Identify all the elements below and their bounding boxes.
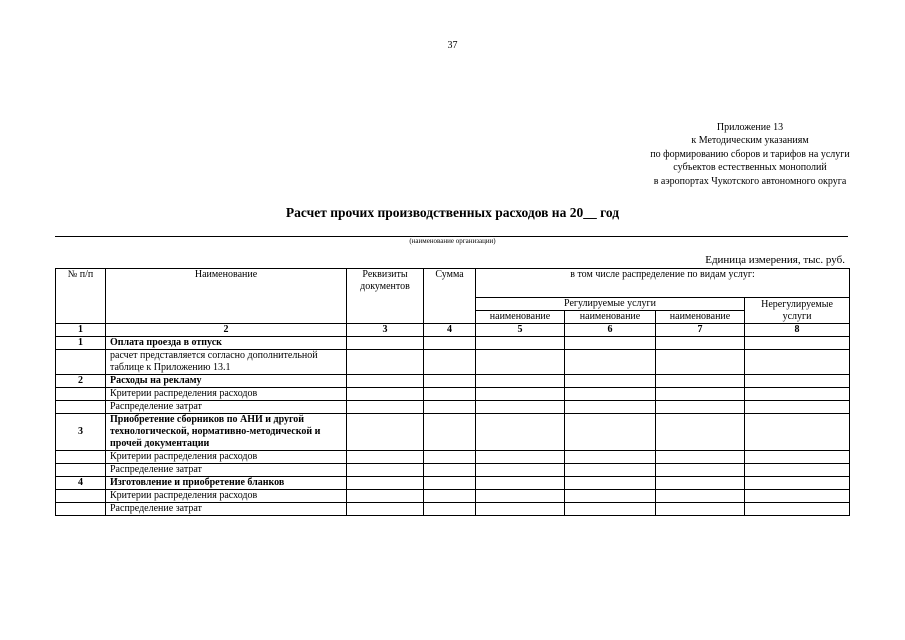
header-name: Наименование <box>106 269 347 324</box>
empty-cell <box>656 477 745 490</box>
empty-cell <box>745 490 850 503</box>
row-name: Расходы на рекламу <box>106 375 347 388</box>
empty-cell <box>745 464 850 477</box>
column-number: 5 <box>476 324 565 337</box>
empty-cell <box>347 477 424 490</box>
empty-cell <box>347 451 424 464</box>
document-title: Расчет прочих производственных расходов на 20__ год <box>285 205 620 220</box>
empty-cell <box>476 477 565 490</box>
column-number-row <box>56 324 850 337</box>
row-name: Критерии распределения расходов <box>106 490 347 503</box>
header-row <box>56 269 850 298</box>
empty-cell <box>656 464 745 477</box>
empty-cell <box>656 388 745 401</box>
header-regulated: Регулируемые услуги <box>476 298 745 311</box>
row-name: Изготовление и приобретение бланков <box>106 477 347 490</box>
column-number: 4 <box>424 324 476 337</box>
empty-cell <box>656 414 745 451</box>
empty-cell <box>565 464 656 477</box>
empty-cell <box>476 337 565 350</box>
empty-cell <box>424 375 476 388</box>
unit-label: Единица измерения, тыс. руб. <box>705 254 845 266</box>
empty-cell <box>745 350 850 375</box>
empty-cell <box>745 375 850 388</box>
row-number: 2 <box>56 375 106 388</box>
empty-cell <box>745 477 850 490</box>
row-name: Распределение затрат <box>106 503 347 516</box>
empty-cell <box>347 388 424 401</box>
empty-cell <box>476 414 565 451</box>
organization-caption: (наименование организации) <box>409 237 496 245</box>
table-row <box>56 375 850 388</box>
appendix-line: субъектов естественных монополий <box>673 162 827 174</box>
table-row <box>56 388 850 401</box>
empty-cell <box>347 337 424 350</box>
row-name: расчет представляется согласно дополнительной таблице к Приложению 13.1 <box>106 350 347 375</box>
row-number <box>56 388 106 401</box>
empty-cell <box>565 414 656 451</box>
empty-cell <box>476 350 565 375</box>
table-row <box>56 503 850 516</box>
empty-cell <box>745 503 850 516</box>
empty-cell <box>424 337 476 350</box>
empty-cell <box>347 414 424 451</box>
empty-cell <box>347 350 424 375</box>
header-num: № п/п <box>56 269 106 324</box>
empty-cell <box>656 401 745 414</box>
expenses-table <box>55 268 850 516</box>
header-sub-7: наименование <box>656 311 745 324</box>
empty-cell <box>745 414 850 451</box>
empty-cell <box>424 414 476 451</box>
table-row <box>56 350 850 375</box>
header-sub-5: наименование <box>476 311 565 324</box>
empty-cell <box>424 388 476 401</box>
empty-cell <box>347 464 424 477</box>
empty-cell <box>424 477 476 490</box>
empty-cell <box>476 490 565 503</box>
row-name: Распределение затрат <box>106 401 347 414</box>
column-number: 8 <box>745 324 850 337</box>
header-unregulated: Нерегулируемые услуги <box>745 298 850 324</box>
row-number <box>56 464 106 477</box>
empty-cell <box>745 337 850 350</box>
empty-cell <box>476 464 565 477</box>
row-name: Распределение затрат <box>106 464 347 477</box>
empty-cell <box>424 503 476 516</box>
empty-cell <box>565 388 656 401</box>
row-number: 1 <box>56 337 106 350</box>
empty-cell <box>347 503 424 516</box>
row-name: Критерии распределения расходов <box>106 451 347 464</box>
column-number: 2 <box>106 324 347 337</box>
empty-cell <box>565 375 656 388</box>
appendix-line: к Методическим указаниям <box>691 135 809 147</box>
header-sum: Сумма <box>424 269 476 324</box>
empty-cell <box>745 451 850 464</box>
empty-cell <box>347 490 424 503</box>
appendix-line: по формированию сборов и тарифов на услуги <box>650 148 850 160</box>
column-number: 3 <box>347 324 424 337</box>
page-number: 37 <box>447 40 458 51</box>
empty-cell <box>656 350 745 375</box>
empty-cell <box>565 350 656 375</box>
empty-cell <box>565 490 656 503</box>
empty-cell <box>656 451 745 464</box>
row-name: Критерии распределения расходов <box>106 388 347 401</box>
table-row <box>56 401 850 414</box>
empty-cell <box>565 451 656 464</box>
column-number: 1 <box>56 324 106 337</box>
empty-cell <box>745 401 850 414</box>
empty-cell <box>424 451 476 464</box>
empty-cell <box>565 401 656 414</box>
header-requisites: Реквизиты документов <box>347 269 424 324</box>
empty-cell <box>424 490 476 503</box>
empty-cell <box>347 401 424 414</box>
header-sub-6: наименование <box>565 311 656 324</box>
empty-cell <box>347 375 424 388</box>
empty-cell <box>424 350 476 375</box>
column-number: 6 <box>565 324 656 337</box>
row-name: Приобретение сборников по АНИ и другой технологической, нормативно-методической и прочей документации <box>106 414 347 451</box>
column-number: 7 <box>656 324 745 337</box>
empty-cell <box>565 337 656 350</box>
table-row <box>56 451 850 464</box>
empty-cell <box>656 490 745 503</box>
empty-cell <box>565 477 656 490</box>
appendix-block <box>560 121 905 188</box>
row-number <box>56 350 106 375</box>
empty-cell <box>476 401 565 414</box>
row-number <box>56 490 106 503</box>
empty-cell <box>656 375 745 388</box>
table-row <box>56 414 850 451</box>
table-row <box>56 337 850 350</box>
row-number <box>56 401 106 414</box>
row-number <box>56 503 106 516</box>
table-row <box>56 490 850 503</box>
table-row <box>56 464 850 477</box>
row-number: 4 <box>56 477 106 490</box>
empty-cell <box>745 388 850 401</box>
row-number: 3 <box>56 414 106 451</box>
appendix-line: в аэропортах Чукотского автономного округа <box>653 175 847 187</box>
empty-cell <box>424 464 476 477</box>
empty-cell <box>656 503 745 516</box>
row-name: Оплата проезда в отпуск <box>106 337 347 350</box>
header-distribution: в том числе распределение по видам услуг: <box>476 269 850 298</box>
empty-cell <box>476 451 565 464</box>
empty-cell <box>476 375 565 388</box>
empty-cell <box>476 388 565 401</box>
empty-cell <box>424 401 476 414</box>
empty-cell <box>565 503 656 516</box>
empty-cell <box>656 337 745 350</box>
appendix-line: Приложение 13 <box>716 122 784 133</box>
empty-cell <box>476 503 565 516</box>
row-number <box>56 451 106 464</box>
table-row <box>56 477 850 490</box>
